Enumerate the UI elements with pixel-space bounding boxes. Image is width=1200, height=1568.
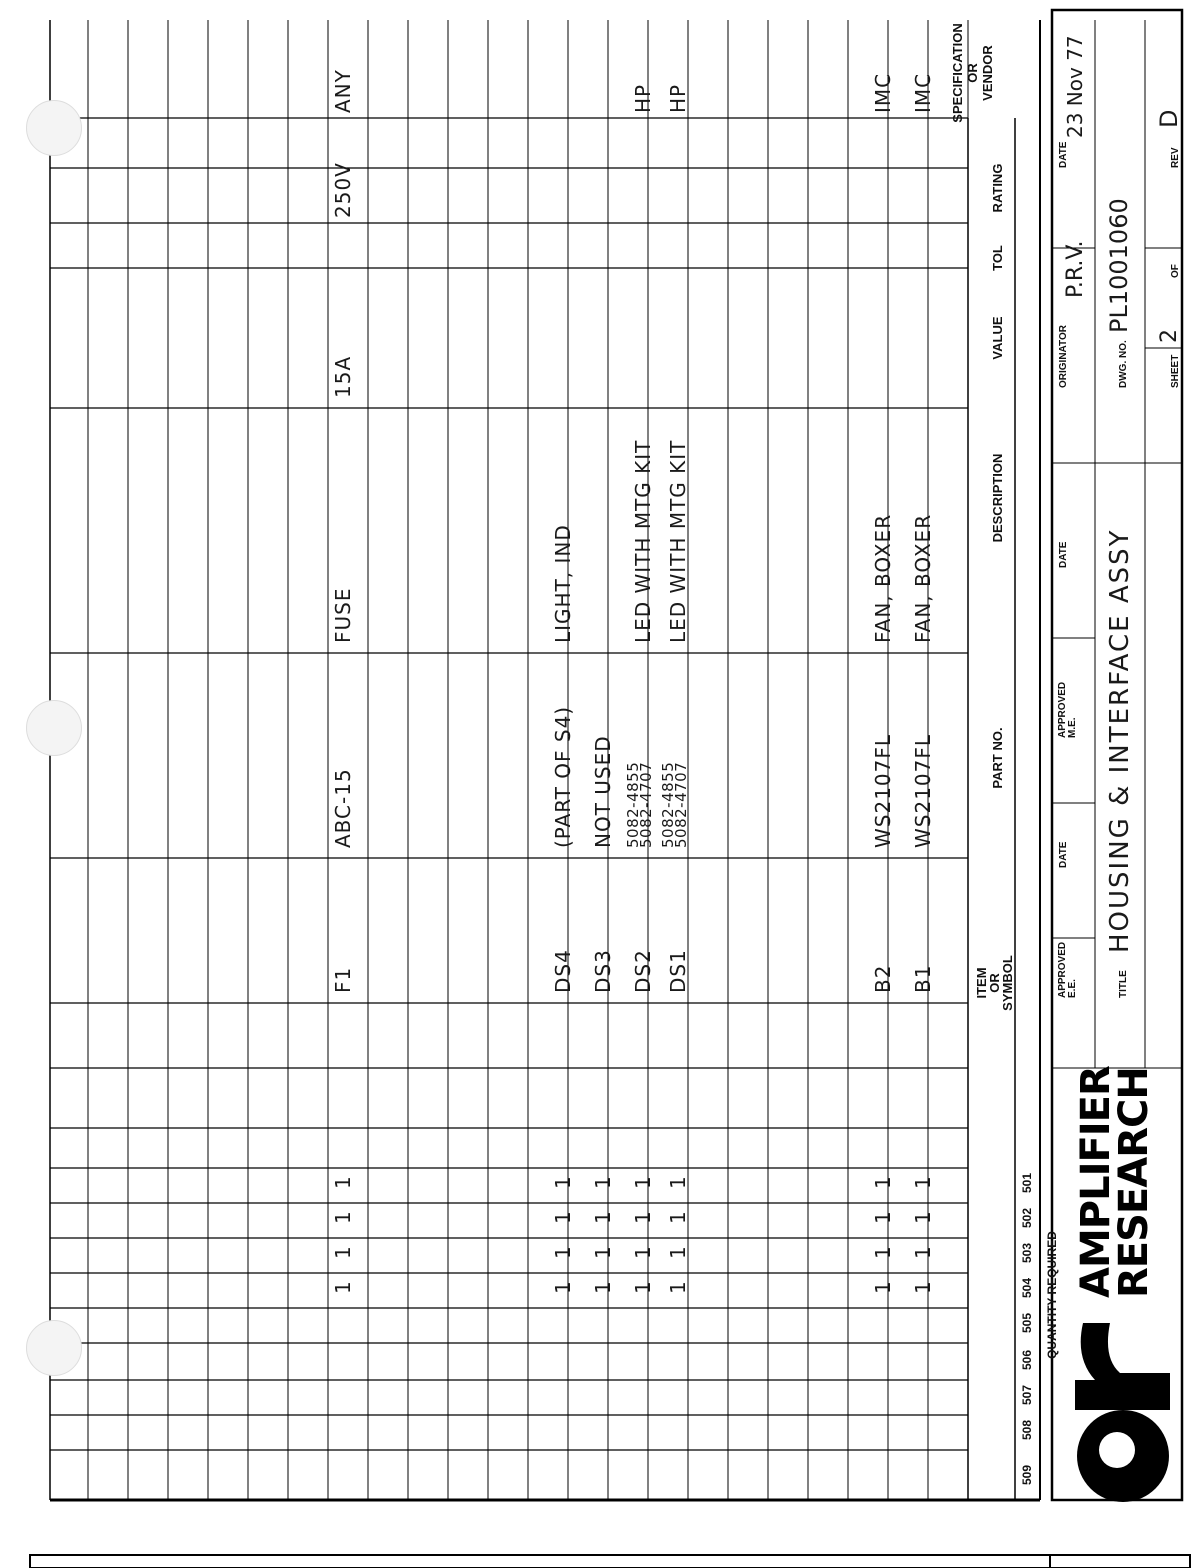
ar-logo-mark (1065, 1308, 1175, 1508)
value-header: VALUE (990, 316, 1005, 360)
part-number: 5082-4855 5082-4707 (624, 761, 655, 848)
qty-q504: 1 (591, 1280, 615, 1294)
qty-q504: 1 (631, 1280, 655, 1294)
spec-vendor: ANY (331, 69, 355, 113)
date-label-1: DATE (1058, 841, 1069, 868)
quantity-column-509: 509 (1020, 1464, 1034, 1486)
qty-q503: 1 (911, 1245, 935, 1259)
part-number: NOT USED (591, 735, 615, 848)
qty-q502: 1 (591, 1210, 615, 1224)
qty-q502: 1 (631, 1210, 655, 1224)
item-symbol: B2 (871, 964, 895, 993)
qty-q503: 1 (666, 1245, 690, 1259)
description: LED WITH MTG KIT (666, 439, 690, 643)
qty-q501: 1 (911, 1175, 935, 1189)
tol-header: TOL (990, 245, 1005, 271)
item-symbol: DS2 (631, 949, 655, 993)
originator-value: P.R.V. (1063, 240, 1088, 298)
qty-q501: 1 (871, 1175, 895, 1189)
approved-ee-label: APPROVED E.E. (1057, 941, 1078, 998)
description: LED WITH MTG KIT (631, 439, 655, 643)
part-number: 5082-4855 5082-4707 (659, 761, 690, 848)
description: FAN, BOXER (871, 513, 895, 643)
quantity-required-label: QUANTITY REQUIRED (1045, 1231, 1059, 1359)
qty-q501: 1 (551, 1175, 575, 1189)
item-symbol: DS1 (666, 949, 690, 993)
date-value: 23 Nov 77 (1063, 35, 1087, 138)
qty-q503: 1 (631, 1245, 655, 1259)
rev-label: REV (1170, 147, 1181, 168)
quantity-column-507: 507 (1020, 1384, 1034, 1406)
qty-q502: 1 (871, 1210, 895, 1224)
logo-line-2: RESEARCH (1111, 1067, 1157, 1298)
quantity-column-502: 502 (1020, 1207, 1034, 1229)
description: FUSE (331, 587, 355, 643)
drawing-title: HOUSING & INTERFACE ASSY (1105, 528, 1135, 953)
qty-q503: 1 (591, 1245, 615, 1259)
rev-value: D (1155, 109, 1183, 128)
logo-line-1: AMPLIFIER (1073, 1066, 1119, 1298)
title-label: TITLE (1118, 970, 1129, 998)
qty-q501: 1 (631, 1175, 655, 1189)
quantity-column-503: 503 (1020, 1242, 1034, 1264)
description: FAN, BOXER (911, 513, 935, 643)
approved-me-label: APPROVED M.E. (1057, 681, 1078, 738)
qty-q502: 1 (331, 1210, 355, 1224)
qty-q502: 1 (911, 1210, 935, 1224)
amplifier-research-logo (1060, 968, 1180, 1508)
part-no-header: PART NO. (990, 727, 1005, 789)
quantity-column-501: 501 (1020, 1172, 1034, 1194)
quantity-column-505: 505 (1020, 1312, 1034, 1334)
quantity-column-508: 508 (1020, 1419, 1034, 1441)
specification-vendor-header: SPECIFICATION OR VENDOR (950, 23, 995, 123)
part-number: WS2107FL (871, 733, 895, 848)
qty-q504: 1 (871, 1280, 895, 1294)
qty-q501: 1 (666, 1175, 690, 1189)
item-symbol: F1 (331, 966, 355, 993)
item-symbol: DS3 (591, 949, 615, 993)
date-label-3: DATE (1058, 141, 1069, 168)
rating-header: RATING (990, 163, 1005, 213)
spec-vendor: IMC (871, 72, 895, 113)
sheet-label: SHEET (1170, 354, 1181, 388)
qty-q504: 1 (331, 1280, 355, 1294)
item-symbol: B1 (911, 964, 935, 993)
spec-vendor: HP (631, 83, 655, 113)
dwg-no-label: DWG. NO. (1118, 340, 1129, 388)
qty-q501: 1 (591, 1175, 615, 1189)
qty-q501: 1 (331, 1175, 355, 1189)
qty-q502: 1 (666, 1210, 690, 1224)
qty-q504: 1 (666, 1280, 690, 1294)
description: LIGHT, IND (551, 524, 575, 643)
originator-label: ORIGINATOR (1058, 325, 1069, 388)
qty-q503: 1 (551, 1245, 575, 1259)
part-number: ABC-15 (331, 768, 355, 848)
dwg-no-value: PL1001060 (1105, 198, 1133, 333)
part-number: (PART OF S4) (551, 705, 575, 848)
quantity-column-504: 504 (1020, 1277, 1034, 1299)
spec-vendor: HP (666, 83, 690, 113)
item-symbol-header: ITEM OR SYMBOL (974, 955, 1015, 1011)
spec-vendor: IMC (911, 72, 935, 113)
sheet-value: 2 (1157, 329, 1182, 343)
part-number: WS2107FL (911, 733, 935, 848)
of-label: OF (1170, 264, 1181, 278)
item-symbol: DS4 (551, 949, 575, 993)
qty-q503: 1 (331, 1245, 355, 1259)
qty-q503: 1 (871, 1245, 895, 1259)
date-label-2: DATE (1058, 541, 1069, 568)
rating: 250V (331, 162, 355, 218)
qty-q502: 1 (551, 1210, 575, 1224)
qty-q504: 1 (911, 1280, 935, 1294)
quantity-column-506: 506 (1020, 1349, 1034, 1371)
value: 15A (331, 355, 355, 398)
description-header: DESCRIPTION (990, 453, 1005, 543)
qty-q504: 1 (551, 1280, 575, 1294)
